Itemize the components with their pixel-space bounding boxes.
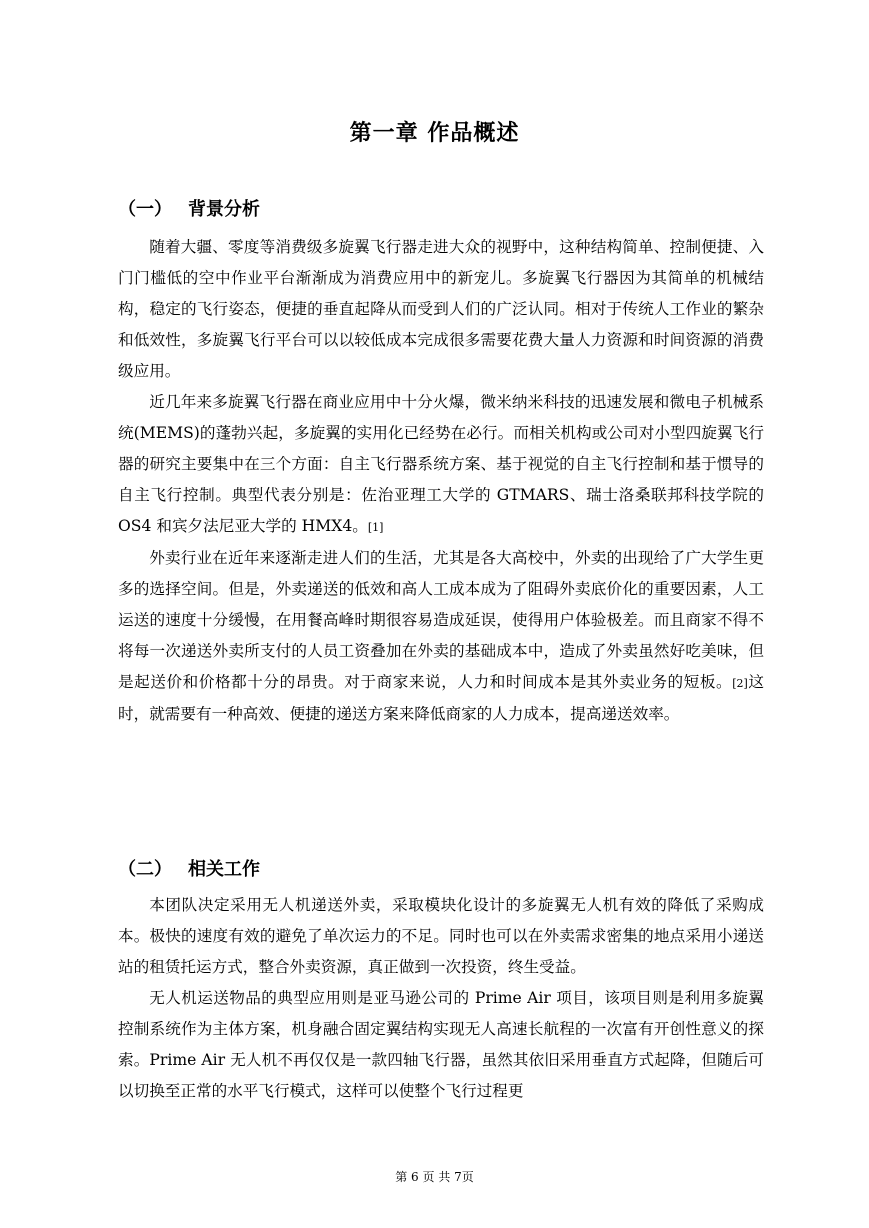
paragraph-text: 这时，就需要有一种高效、便捷的递送方案来降低商家的人力成本，提高递送效率。 [118,673,764,723]
paragraph: 无人机运送物品的典型应用则是亚马逊公司的 Prime Air 项目，该项目则是利用多旋翼控制系统作为主体方案，机身融合固定翼结构实现无人高速长航程的一次富有开创性意义的探索。Prime Air 无人机不再仅仅是一款四轴飞行器，虽然其依旧采用垂直方式起降，但随后可以切换至正常的水平飞行模式，这样可以使整个飞行过程更 [118,989,764,1100]
section-title: 相关工作 [188,859,260,880]
citation-ref: [2] [732,677,748,690]
paragraph: 随着大疆、零度等消费级多旋翼飞行器走进大众的视野中，这种结构简单、控制便捷、入门门槛低的空中作业平台渐渐成为消费应用中的新宠儿。多旋翼飞行器因为其简单的机械结构，稳定的飞行姿态，便捷的垂直起降从而受到人们的广泛认同。相对于传统人工作业的繁杂和低效性，多旋翼飞行平台可以以较低成本完成很多需要花费大量人力资源和时间资源的消费级应用。 [118,238,764,380]
paragraph [118,543,764,730]
section-number: （一） [118,199,172,220]
paragraph-text: 近几年来多旋翼飞行器在商业应用中十分火爆，微米纳米科技的迅速发展和微电子机械系统(MEMS)的蓬勃兴起，多旋翼的实用化已经势在必行。而相关机构或公司对小型四旋翼飞行器的研究主要集中在三个方面：自主飞行器系统方案、基于视觉的自主飞行控制和基于惯导的自主飞行控制。典型代表分别是：佐治亚理工大学的 GTMARS、瑞士洛桑联邦科技学院的 OS4 和宾夕法尼亚大学的 HMX4。 [118,393,764,535]
section-body-related-work [118,890,764,1107]
paragraph: 本团队决定采用无人机递送外卖，采取模块化设计的多旋翼无人机有效的降低了采购成本。极快的速度有效的避免了单次运力的不足。同时也可以在外卖需求密集的地点采用小递送站的租赁托运方式，整合外卖资源，真正做到一次投资，终生受益。 [118,896,764,976]
section-title: 背景分析 [188,199,260,220]
section-number: （二） [118,859,172,880]
section-heading-related-work [118,855,260,881]
page-footer: 第 6 页 共 7页 [395,1170,474,1184]
section-heading-background [118,195,260,221]
citation-ref: [1] [367,521,384,534]
section-body-background [118,232,764,730]
paragraph [118,387,764,543]
chapter-title: 第一章 作品概述 [349,121,520,146]
paragraph-text: 外卖行业在近年来逐渐走进人们的生活，尤其是各大高校中，外卖的出现给了广大学生更多的选择空间。但是，外卖递送的低效和高人工成本成为了阻碍外卖底价化的重要因素，人工运送的速度十分缓慢，在用餐高峰时期很容易造成延误，使得用户体验极差。而且商家不得不将每一次递送外卖所支付的人员工资叠加在外卖的基础成本中，造成了外卖虽然好吃美味，但是起送价和价格都十分的昂贵。对于商家来说，人力和时间成本是其外卖业务的短板。 [118,549,764,691]
